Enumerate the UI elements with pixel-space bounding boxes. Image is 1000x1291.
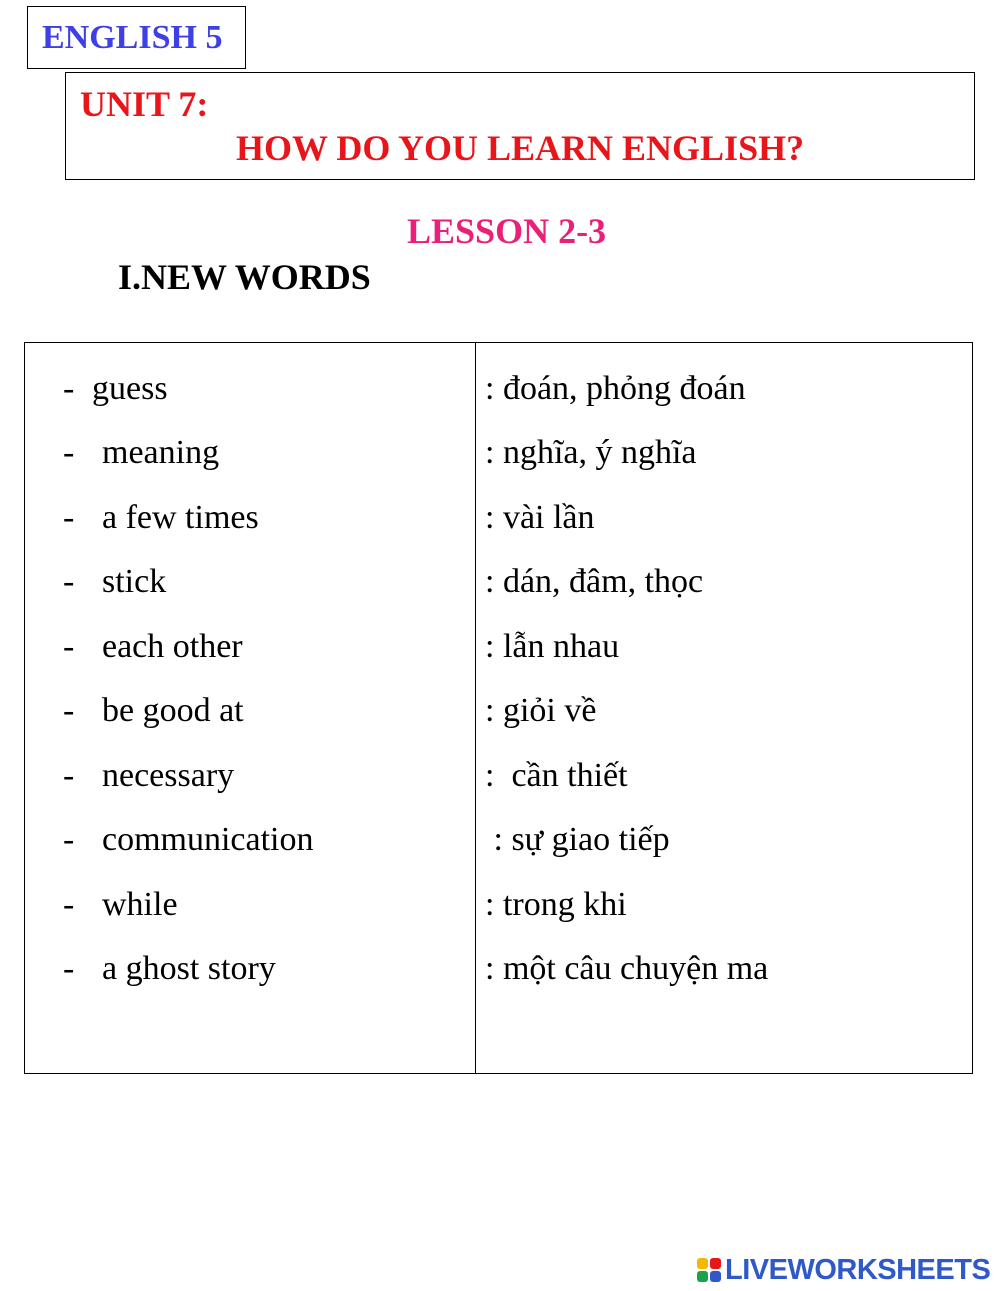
unit-label: UNIT 7: <box>80 84 209 124</box>
vocab-meaning: : dán, đâm, thọc <box>485 563 704 600</box>
liveworksheets-logo-icon <box>697 1258 721 1282</box>
vocabulary-table <box>24 342 973 1074</box>
vocab-term: a few times <box>102 499 259 536</box>
logo-text: LIVEWORKSHEETS <box>725 1253 991 1286</box>
vocab-term: stick <box>102 563 167 600</box>
course-title: ENGLISH 5 <box>42 19 223 56</box>
vocab-row <box>25 751 972 801</box>
vocab-term: communication <box>102 821 314 858</box>
vocab-row <box>25 557 972 607</box>
unit-title: HOW DO YOU LEARN ENGLISH? <box>236 128 805 168</box>
bullet-dash: - <box>63 563 75 600</box>
vocab-term: guess <box>92 370 168 407</box>
vocab-row <box>25 944 972 994</box>
vocab-row <box>25 880 972 930</box>
bullet-dash: - <box>63 692 75 729</box>
vocab-row <box>25 364 972 414</box>
vocab-meaning: : một câu chuyện ma <box>485 950 769 987</box>
lesson-heading: LESSON 2-3 <box>407 211 607 251</box>
unit-title-box <box>65 72 975 180</box>
vocab-meaning: : cần thiết <box>485 757 628 794</box>
vocab-meaning: : trong khi <box>485 886 627 923</box>
vocab-meaning: : đoán, phỏng đoán <box>485 370 746 407</box>
vocab-row <box>25 493 972 543</box>
section-heading: I.NEW WORDS <box>118 257 371 297</box>
vocab-term: be good at <box>102 692 244 729</box>
vocab-meaning: : lẫn nhau <box>485 628 620 665</box>
vocab-row <box>25 428 972 478</box>
liveworksheets-logo[interactable] <box>697 1254 990 1286</box>
vocab-term: necessary <box>102 757 235 794</box>
bullet-dash: - <box>63 757 75 794</box>
vocab-term: while <box>102 886 178 923</box>
vocab-term: a ghost story <box>102 950 276 987</box>
vocab-term: each other <box>102 628 243 665</box>
bullet-dash: - <box>63 434 75 471</box>
vocab-term: meaning <box>102 434 220 471</box>
vocab-meaning: : giỏi về <box>485 692 597 729</box>
bullet-dash: - <box>63 628 75 665</box>
vocab-meaning: : nghĩa, ý nghĩa <box>485 434 697 471</box>
vocab-row <box>25 815 972 865</box>
bullet-dash: - <box>63 886 75 923</box>
vocab-meaning: : vài lần <box>485 499 595 536</box>
bullet-dash: - <box>63 370 75 407</box>
bullet-dash: - <box>63 499 75 536</box>
bullet-dash: - <box>63 950 75 987</box>
vocab-meaning: : sự giao tiếp <box>485 821 670 858</box>
vocab-row <box>25 622 972 672</box>
bullet-dash: - <box>63 821 75 858</box>
course-title-box <box>27 6 246 69</box>
vocab-row <box>25 686 972 736</box>
